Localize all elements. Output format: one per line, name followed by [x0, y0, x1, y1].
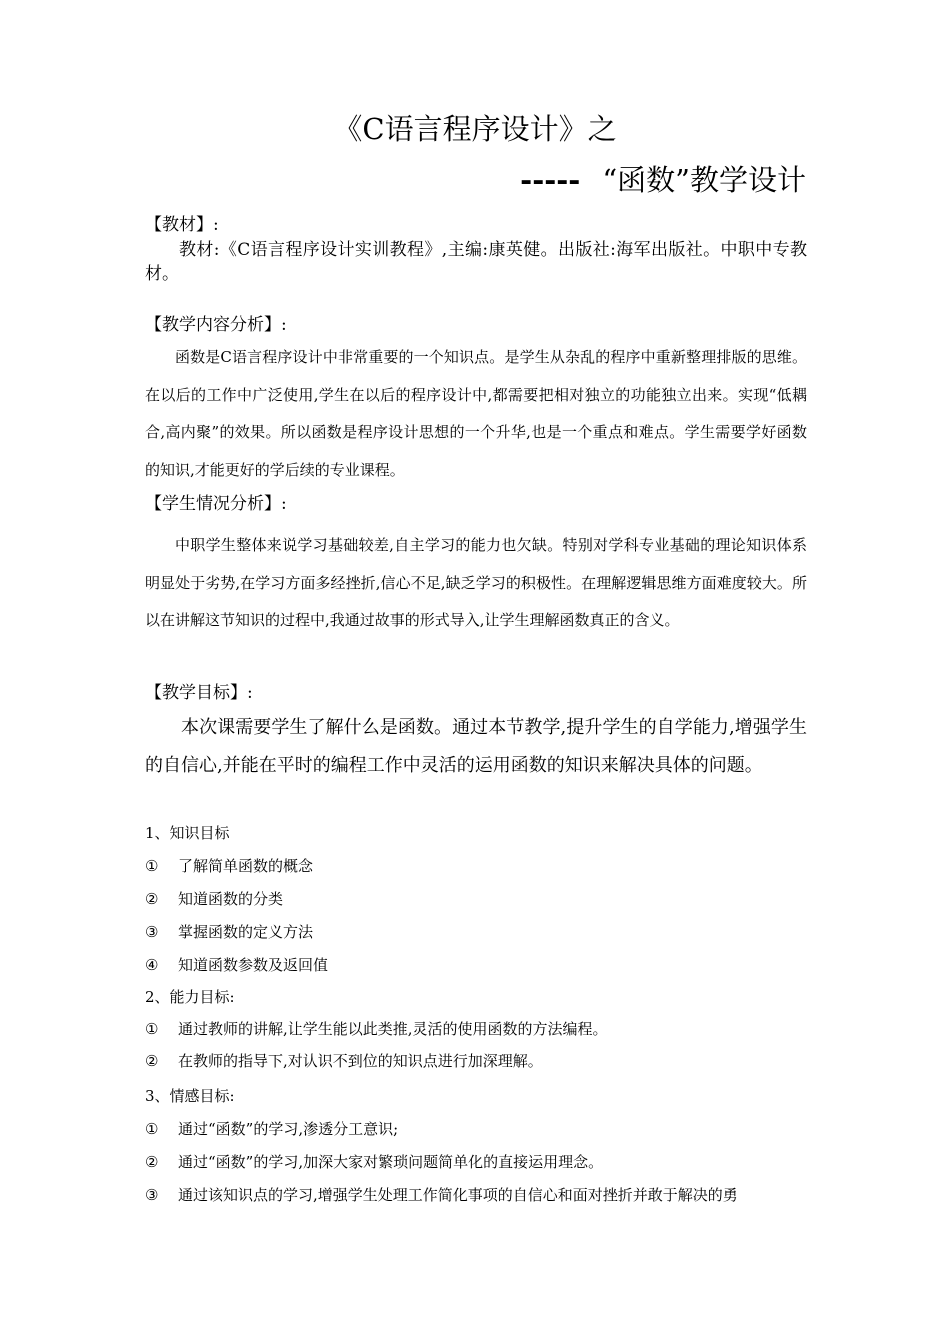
- item-text: 知道函数的分类: [178, 890, 284, 908]
- document-title: 《C语言程序设计》之: [333, 112, 617, 146]
- item-text: 通过教师的讲解,让学生能以此类推,灵活的使用函数的方法编程。: [178, 1020, 608, 1038]
- emotion-item: [145, 1118, 398, 1140]
- item-text: 通过该知识点的学习,增强学生处理工作简化事项的自信心和面对挫折并敢于解决的勇: [178, 1186, 738, 1204]
- knowledge-item: [145, 954, 328, 976]
- item-number: ④: [145, 956, 159, 974]
- ability-item: [145, 1018, 608, 1040]
- emotion-goals-heading: 3、情感目标:: [145, 1087, 235, 1105]
- student-analysis-body: 中职学生整体来说学习基础较差,自主学习的能力也欠缺。特别对学科专业基础的理论知识体系明显处于劣势,在学习方面多经挫折,信心不足,缺乏学习的积极性。在理解逻辑思维方面难度较大。所以在讲解这节知识的过程中,我通过故事的形式导入,让学生理解函数真正的含义。: [145, 536, 807, 630]
- ability-goals-heading: 2、能力目标:: [145, 988, 235, 1006]
- item-number: ①: [145, 1020, 159, 1038]
- content-analysis-heading: 【教学内容分析】:: [145, 315, 287, 335]
- content-analysis-body: 函数是C语言程序设计中非常重要的一个知识点。是学生从杂乱的程序中重新整理排版的思维。在以后的工作中广泛使用,学生在以后的程序设计中,都需要把相对独立的功能独立出来。实现“低耦合,高内聚”的效果。所以函数是程序设计思想的一个升华,也是一个重点和难点。学生需要学好函数的知识,才能更好的学后续的专业课程。: [145, 348, 807, 480]
- knowledge-item: [145, 921, 313, 943]
- knowledge-item: [145, 888, 283, 910]
- item-number: ②: [145, 890, 159, 908]
- item-number: ③: [145, 923, 159, 941]
- subtitle-dash: -----: [520, 163, 581, 197]
- item-number: ②: [145, 1153, 159, 1171]
- ability-item: [145, 1050, 543, 1072]
- emotion-item: [145, 1184, 738, 1206]
- knowledge-item: [145, 855, 313, 877]
- item-text: 通过“函数”的学习,加深大家对繁琐问题简单化的直接运用理念。: [178, 1153, 604, 1171]
- teaching-goals-body: 本次课需要学生了解什么是函数。通过本节教学,提升学生的自学能力,增强学生的自信心,并能在平时的编程工作中灵活的运用函数的知识来解决具体的问题。: [145, 717, 807, 776]
- emotion-item: [145, 1151, 603, 1173]
- item-number: ①: [145, 1120, 159, 1138]
- item-text: 掌握函数的定义方法: [178, 923, 314, 941]
- student-analysis-heading: 【学生情况分析】:: [145, 494, 287, 514]
- item-text: 知道函数参数及返回值: [178, 956, 329, 974]
- textbook-heading: 【教材】:: [145, 215, 219, 235]
- subtitle-text: “函数”教学设计: [602, 163, 806, 197]
- item-text: 通过“函数”的学习,渗透分工意识;: [178, 1120, 399, 1138]
- teaching-goals-heading: 【教学目标】:: [145, 683, 253, 703]
- item-number: ①: [145, 857, 159, 875]
- textbook-body: 教材:《C语言程序设计实训教程》,主编:康英健。出版社:海军出版社。中职中专教材。: [145, 240, 807, 284]
- knowledge-goals-heading: 1、知识目标: [145, 824, 230, 842]
- item-text: 在教师的指导下,对认识不到位的知识点进行加深理解。: [178, 1052, 543, 1070]
- document-subtitle: [520, 162, 806, 198]
- item-number: ②: [145, 1052, 159, 1070]
- item-number: ③: [145, 1186, 159, 1204]
- item-text: 了解简单函数的概念: [178, 857, 314, 875]
